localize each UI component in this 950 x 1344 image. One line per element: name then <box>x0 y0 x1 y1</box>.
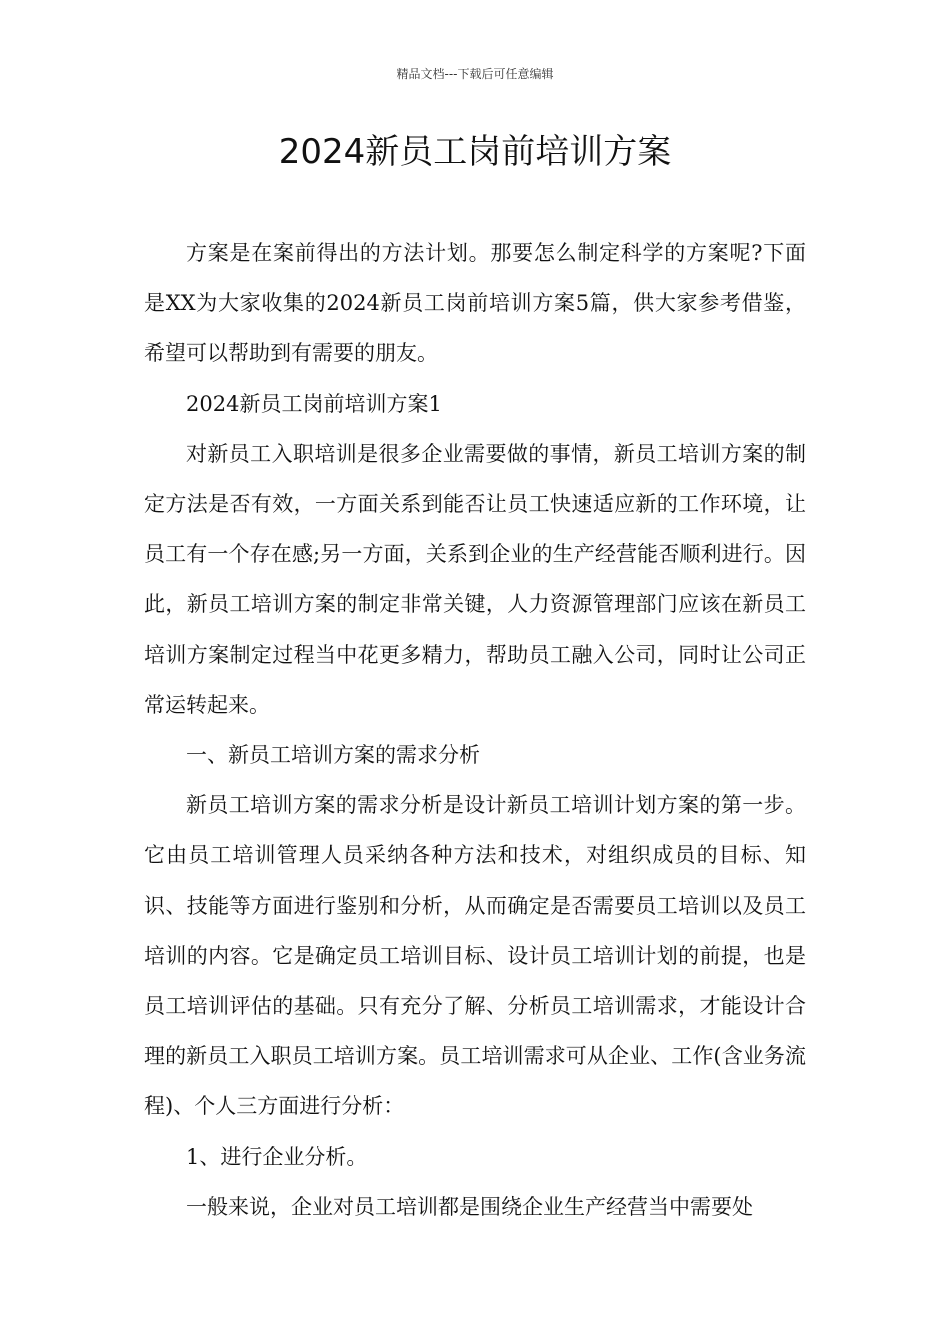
section-heading-plan-1: 2024新员工岗前培训方案1 <box>186 391 442 416</box>
subheading-enterprise-analysis: 1、进行企业分析。 <box>186 1144 368 1169</box>
page-header-note: 精品文档---下载后可任意编辑 <box>396 67 554 81</box>
body-paragraph: 对新员工入职培训是很多企业需要做的事情，新员工培训方案的制定方法是否有效，一方面关系到能否让员工快速适应新的工作环境，让员工有一个存在感;另一方面，关系到企业的生产经营能否顺利进行。因此，新员工培训方案的制定非常关键，人力资源管理部门应该在新员工培训方案制定过程当中花更多精力，帮助员工融入公司，同时让公司正常运转起来。 <box>144 441 806 717</box>
intro-paragraph: 方案是在案前得出的方法计划。那要怎么制定科学的方案呢?下面是XX为大家收集的2024新员工岗前培训方案5篇，供大家参考借鉴，希望可以帮助到有需要的朋友。 <box>144 241 806 366</box>
document-body <box>144 228 806 1232</box>
section-heading-needs-analysis: 一、新员工培训方案的需求分析 <box>186 743 480 768</box>
body-paragraph: 一般来说，企业对员工培训都是围绕企业生产经营当中需要处 <box>186 1194 753 1219</box>
body-paragraph: 新员工培训方案的需求分析是设计新员工培训计划方案的第一步。它由员工培训管理人员采纳各种方法和技术，对组织成员的目标、知识、技能等方面进行鉴别和分析，从而确定是否需要员工培训以及员工培训的内容。它是确定员工培训目标、设计员工培训计划的前提，也是员工培训评估的基础。只有充分了解、分析员工培训需求，才能设计合理的新员工入职员工培训方案。员工培训需求可从企业、工作(含业务流程)、个人三方面进行分析： <box>144 793 806 1119</box>
document-title: 2024新员工岗前培训方案 <box>278 132 672 172</box>
